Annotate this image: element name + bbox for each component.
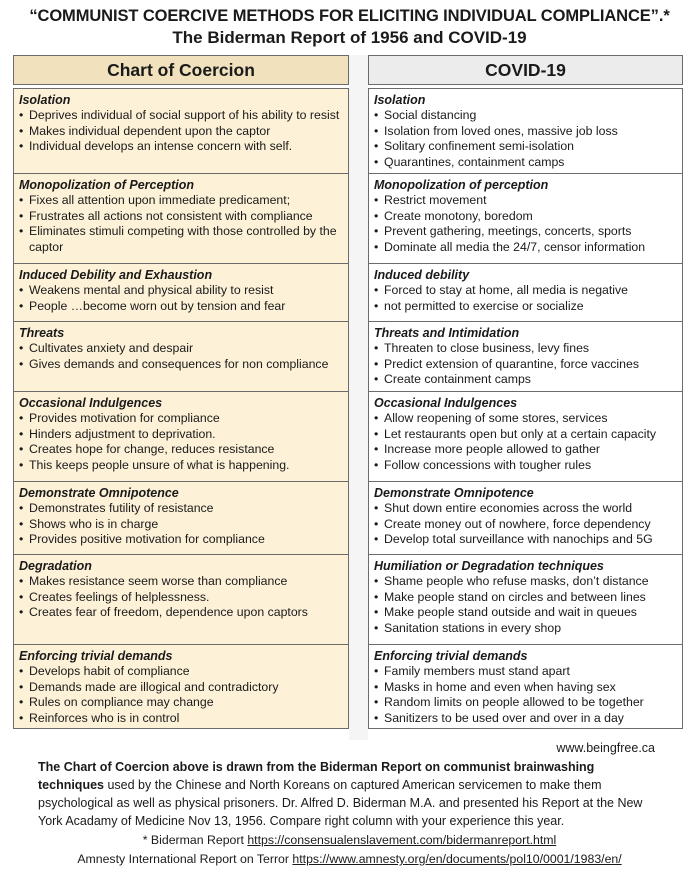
list-item: • Individual develops an intense concern with self. [19, 139, 343, 155]
list-item: • Shows who is in charge [19, 517, 343, 533]
list-item: • This keeps people unsure of what is happening. [19, 458, 343, 474]
reference-biderman-label: * Biderman Report [142, 833, 244, 847]
block-heading: Occasional Indulgences [374, 396, 518, 410]
footnote-text: used by the Chinese and North Koreans on captured American servicemen to make them psychological as well as physical prisoners. Dr. Alfred D. Biderman M.A. and presented his Report at the New York Acadamy of Medicine Nov 13, 1956. Compare right column with your experience this year. [38, 778, 643, 828]
list-item: • Makes resistance seem worse than compliance [19, 574, 343, 590]
block-heading: Monopolization of Perception [19, 178, 194, 192]
list-item: • Provides positive motivation for compliance [19, 532, 343, 548]
list-item: • Masks in home and even when having sex [374, 680, 677, 696]
list-item: • Social distancing [374, 108, 677, 124]
list-item: • Sanitizers to be used over and over in a day [374, 711, 677, 727]
list-item: • Rules on compliance may change [19, 695, 343, 711]
list-item: • Prevent gathering, meetings, concerts, sports [374, 224, 677, 240]
list-item: • Makes individual dependent upon the captor [19, 124, 343, 140]
list-item: • Make people stand outside and wait in queues [374, 605, 677, 621]
list-item: • Fixes all attention upon immediate predicament; [19, 193, 343, 209]
block-list [374, 664, 677, 726]
right-block [368, 322, 683, 392]
footnote-bold: The Chart of Coercion above is drawn from the Biderman Report on communist brainwashing techniques [38, 760, 595, 792]
block-heading: Occasional Indulgences [19, 396, 163, 410]
left-column-header: Chart of Coercion [13, 55, 349, 85]
list-item: • Creates hope for change, reduces resistance [19, 442, 343, 458]
list-item: • Forced to stay at home, all media is negative [374, 283, 677, 299]
right-block [368, 392, 683, 482]
reference-amnesty-label: Amnesty International Report on Terror [77, 852, 289, 866]
list-item: • Eliminates stimuli competing with those controlled by the captor [19, 224, 343, 255]
right-column-header: COVID-19 [368, 55, 683, 85]
list-item: • Create money out of nowhere, force dependency [374, 517, 677, 533]
block-list [19, 108, 343, 155]
list-item: • Allow reopening of some stores, services [374, 411, 677, 427]
list-item: • Creates feelings of helplessness. [19, 590, 343, 606]
list-item: • Restrict movement [374, 193, 677, 209]
site-url: www.beingfree.ca [556, 741, 655, 755]
left-block [13, 645, 349, 729]
list-item: • People …become worn out by tension and fear [19, 299, 343, 315]
block-heading: Threats and Intimidation [374, 326, 520, 340]
block-heading: Degradation [19, 559, 92, 573]
left-block [13, 392, 349, 482]
right-blocks [368, 88, 683, 729]
list-item: • Threaten to close business, levy fines [374, 341, 677, 357]
block-list [19, 501, 343, 548]
block-list [374, 574, 677, 636]
list-item: • Provides motivation for compliance [19, 411, 343, 427]
list-item: • Shut down entire economies across the world [374, 501, 677, 517]
left-block [13, 264, 349, 322]
title-line-2: The Biderman Report of 1956 and COVID-19 [172, 28, 527, 47]
block-list [19, 193, 343, 255]
list-item: • Follow concessions with tougher rules [374, 458, 677, 474]
covid-column [368, 55, 683, 729]
block-list [374, 341, 677, 388]
list-item: • Family members must stand apart [374, 664, 677, 680]
list-item: • Cultivates anxiety and despair [19, 341, 343, 357]
list-item: • Make people stand on circles and between lines [374, 590, 677, 606]
list-item: • Predict extension of quarantine, force vaccines [374, 357, 677, 373]
list-item: • Weakens mental and physical ability to resist [19, 283, 343, 299]
footnote-paragraph [38, 758, 658, 830]
block-list [19, 341, 343, 372]
block-list [374, 108, 677, 170]
list-item: • not permitted to exercise or socialize [374, 299, 677, 315]
right-block [368, 555, 683, 645]
list-item: • Create containment camps [374, 372, 677, 388]
list-item: • Shame people who refuse masks, don’t distance [374, 574, 677, 590]
list-item: • Let restaurants open but only at a certain capacity [374, 427, 677, 443]
block-list [19, 574, 343, 621]
block-heading: Demonstrate Omnipotence [374, 486, 534, 500]
left-block [13, 174, 349, 264]
left-block [13, 555, 349, 645]
list-item: • Increase more people allowed to gather [374, 442, 677, 458]
left-block [13, 322, 349, 392]
right-block [368, 264, 683, 322]
list-item: • Demonstrates futility of resistance [19, 501, 343, 517]
list-item: • Creates fear of freedom, dependence upon captors [19, 605, 343, 621]
list-item: • Reinforces who is in control [19, 711, 343, 727]
block-list [19, 283, 343, 314]
list-item: • Dominate all media the 24/7, censor information [374, 240, 677, 256]
block-list [374, 283, 677, 314]
left-block [13, 88, 349, 174]
block-heading: Induced debility [374, 268, 470, 282]
block-list [374, 411, 677, 473]
column-divider [349, 55, 368, 740]
block-list [19, 664, 343, 726]
block-heading: Demonstrate Omnipotence [19, 486, 179, 500]
list-item: • Develop total surveillance with nanochips and 5G [374, 532, 677, 548]
list-item: • Hinders adjustment to deprivation. [19, 427, 343, 443]
reference-biderman-link[interactable]: https://consensualenslavement.com/bidermanreport.html [247, 833, 557, 847]
right-block [368, 645, 683, 729]
block-heading: Enforcing trivial demands [19, 649, 173, 663]
right-block [368, 482, 683, 555]
right-block [368, 174, 683, 264]
left-blocks [13, 88, 349, 729]
left-block [13, 482, 349, 555]
list-item: • Random limits on people allowed to be together [374, 695, 677, 711]
reference-amnesty-link[interactable]: https://www.amnesty.org/en/documents/pol10/0001/1983/en/ [292, 852, 622, 866]
right-block [368, 88, 683, 174]
list-item: • Develops habit of compliance [19, 664, 343, 680]
list-item: • Create monotony, boredom [374, 209, 677, 225]
list-item: • Quarantines, containment camps [374, 155, 677, 171]
block-heading: Induced Debility and Exhaustion [19, 268, 213, 282]
list-item: • Solitary confinement semi-isolation [374, 139, 677, 155]
block-heading: Threats [19, 326, 65, 340]
list-item: • Sanitation stations in every shop [374, 621, 677, 637]
block-heading: Monopolization of perception [374, 178, 549, 192]
block-heading: Isolation [374, 93, 426, 107]
block-list [19, 411, 343, 473]
chart-of-coercion-column [13, 55, 349, 729]
list-item: • Frustrates all actions not consistent with compliance [19, 209, 343, 225]
title-line-1: “COMMUNIST COERCIVE METHODS FOR ELICITING INDIVIDUAL COMPLIANCE”.* [29, 7, 670, 25]
block-heading: Humiliation or Degradation techniques [374, 559, 604, 573]
block-list [374, 193, 677, 255]
reference-biderman [0, 833, 699, 847]
list-item: • Gives demands and consequences for non compliance [19, 357, 343, 373]
reference-amnesty [0, 852, 699, 866]
list-item: • Isolation from loved ones, massive job loss [374, 124, 677, 140]
block-heading: Enforcing trivial demands [374, 649, 528, 663]
block-list [374, 501, 677, 548]
list-item: • Deprives individual of social support of his ability to resist [19, 108, 343, 124]
list-item: • Demands made are illogical and contradictory [19, 680, 343, 696]
block-heading: Isolation [19, 93, 71, 107]
